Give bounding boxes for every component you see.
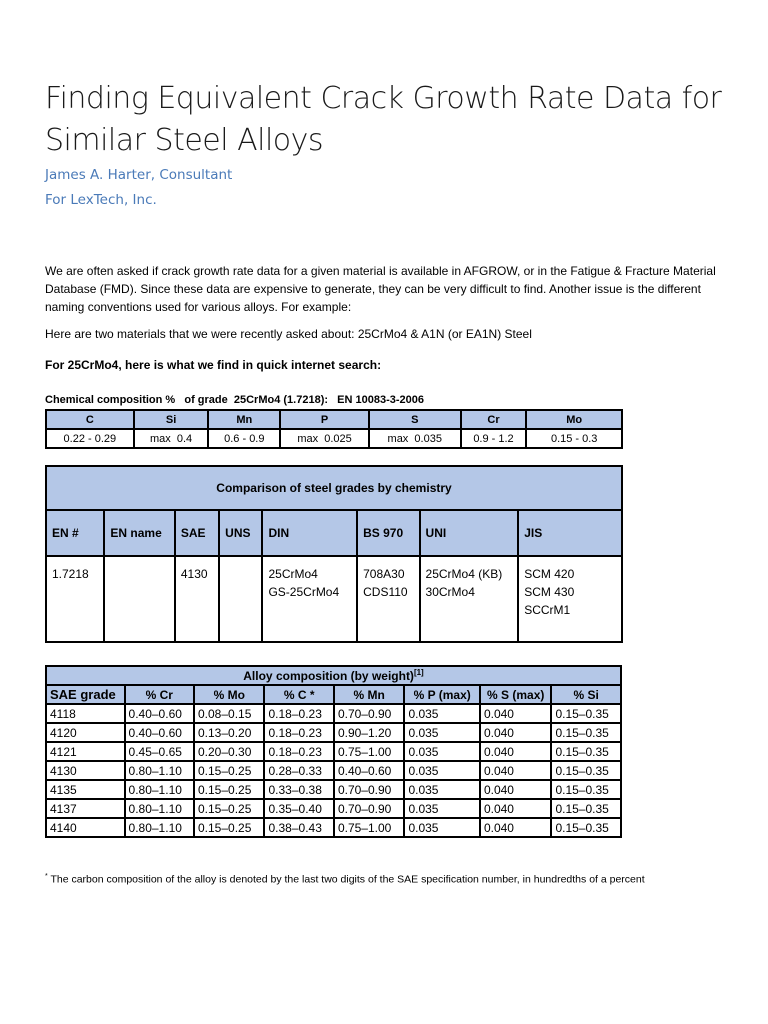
table-cell: 0.035: [404, 799, 480, 818]
table-cell: 0.40–0.60: [334, 761, 404, 780]
table-row: [46, 818, 621, 837]
bs970-grade: 708A30: [363, 567, 405, 581]
table-cell: 0.040: [480, 818, 551, 837]
table-cell: 0.15–0.25: [194, 818, 264, 837]
table-header-row: [46, 410, 622, 429]
intro-paragraph: We are often asked if crack growth rate data for a given material is available in AFGROW, or in the Fatigue & Fracture Material Database (FMD). Since these data are expensive to generate, they can be very difficult to find. Another issue is the different naming conventions used for various alloys. For example:: [45, 264, 716, 314]
table-row: [46, 799, 621, 818]
table-row: [46, 761, 621, 780]
header-cell: BS 970: [357, 510, 419, 556]
table-cell: 0.75–1.00: [334, 818, 404, 837]
chemical-composition-table: [45, 409, 623, 449]
header-cell: Mo: [526, 410, 622, 429]
table-cell: 0.80–1.10: [125, 780, 194, 799]
alloy-caption-text: Alloy composition (by weight): [243, 669, 414, 683]
table-cell: 0.18–0.23: [264, 704, 333, 723]
table-cell: 0.22 - 0.29: [46, 429, 134, 448]
table-cell: 4121: [46, 742, 125, 761]
table-cell: 0.80–1.10: [125, 818, 194, 837]
header-cell: UNI: [420, 510, 519, 556]
table-cell: 0.75–1.00: [334, 742, 404, 761]
header-cell: % Si: [551, 685, 621, 704]
uni-grade: 30CrMo4: [425, 585, 475, 599]
steel-grade-comparison-table: [45, 465, 623, 643]
table-cell: 0.040: [480, 761, 551, 780]
table-cell: 0.040: [480, 780, 551, 799]
table-cell: 0.90–1.20: [334, 723, 404, 742]
header-cell: S: [369, 410, 461, 429]
uni-grade: 25CrMo4 (KB): [425, 567, 503, 581]
table-cell: 0.15–0.25: [194, 761, 264, 780]
table-cell: 0.15–0.25: [194, 799, 264, 818]
uns-cell: [219, 556, 262, 642]
chem-table-caption: Chemical composition % of grade 25CrMo4 (1.7218): EN 10083-3-2006: [45, 394, 425, 406]
table-cell: 0.80–1.10: [125, 761, 194, 780]
header-cell: JIS: [518, 510, 622, 556]
jis-grade: SCM 430: [524, 585, 575, 599]
table-row: [46, 429, 622, 448]
table-cell: 4137: [46, 799, 125, 818]
header-cell: EN name: [104, 510, 174, 556]
alloy-table-caption: [46, 666, 621, 685]
jis-cell: [518, 556, 622, 642]
header-cell: Mn: [208, 410, 280, 429]
sae-cell: 4130: [175, 556, 219, 642]
table-cell: 0.40–0.60: [125, 704, 194, 723]
table-cell: 4118: [46, 704, 125, 723]
alloy-composition-table: [45, 665, 622, 838]
footnote-marker: *: [45, 873, 48, 880]
table-cell: 0.33–0.38: [264, 780, 333, 799]
table-cell: 0.035: [404, 818, 480, 837]
author-name: James A. Harter, Consultant: [45, 167, 233, 183]
header-cell: % C *: [264, 685, 333, 704]
table-cell: 0.40–0.60: [125, 723, 194, 742]
table-cell: 0.15–0.35: [551, 799, 621, 818]
table-cell: 0.15–0.35: [551, 704, 621, 723]
table-cell: 0.035: [404, 761, 480, 780]
header-cell: C: [46, 410, 134, 429]
table-cell: 0.040: [480, 799, 551, 818]
header-cell: Cr: [461, 410, 527, 429]
table-header-row: [46, 685, 621, 704]
table-cell: 0.15–0.35: [551, 761, 621, 780]
table-cell: 0.035: [404, 780, 480, 799]
table-cell: max 0.4: [134, 429, 209, 448]
table-cell: 0.15–0.35: [551, 780, 621, 799]
header-cell: % P (max): [404, 685, 480, 704]
table-cell: 0.035: [404, 723, 480, 742]
table-cell: 0.38–0.43: [264, 818, 333, 837]
din-cell: [262, 556, 357, 642]
table-cell: 0.18–0.23: [264, 723, 333, 742]
header-cell: % S (max): [480, 685, 551, 704]
table-cell: 0.040: [480, 704, 551, 723]
header-cell: DIN: [262, 510, 357, 556]
table-cell: 0.80–1.10: [125, 799, 194, 818]
table-header-row: [46, 510, 622, 556]
table-cell: 0.9 - 1.2: [461, 429, 527, 448]
table-cell: 0.08–0.15: [194, 704, 264, 723]
table-row: [46, 780, 621, 799]
table-cell: 0.20–0.30: [194, 742, 264, 761]
table-cell: 4130: [46, 761, 125, 780]
search-intro-paragraph: For 25CrMo4, here is what we find in quick internet search:: [45, 358, 382, 372]
table-cell: 0.35–0.40: [264, 799, 333, 818]
table-cell: max 0.035: [369, 429, 461, 448]
reference-marker: [1]: [413, 668, 424, 677]
header-cell: % Mo: [194, 685, 264, 704]
en-number-cell: 1.7218: [46, 556, 104, 642]
comparison-table-caption: Comparison of steel grades by chemistry: [46, 466, 622, 510]
table-cell: 0.15 - 0.3: [526, 429, 622, 448]
en-name-cell: [104, 556, 174, 642]
header-cell: % Mn: [334, 685, 404, 704]
table-row: [46, 704, 621, 723]
table-cell: 0.28–0.33: [264, 761, 333, 780]
header-cell: P: [280, 410, 369, 429]
jis-grade: SCCrM1: [524, 603, 571, 617]
table-cell: 0.70–0.90: [334, 799, 404, 818]
author-organization: For LexTech, Inc.: [45, 192, 157, 208]
header-cell: SAE: [175, 510, 219, 556]
table-cell: 4140: [46, 818, 125, 837]
header-cell: % Cr: [125, 685, 194, 704]
table-cell: 0.035: [404, 742, 480, 761]
table-cell: 0.13–0.20: [194, 723, 264, 742]
table-cell: 0.15–0.25: [194, 780, 264, 799]
table-caption-row: [46, 466, 622, 510]
header-cell: EN #: [46, 510, 104, 556]
din-grade: GS-25CrMo4: [268, 585, 340, 599]
table-cell: 4135: [46, 780, 125, 799]
table-cell: 0.45–0.65: [125, 742, 194, 761]
table-cell: 0.040: [480, 723, 551, 742]
table-cell: 0.040: [480, 742, 551, 761]
table-cell: 0.70–0.90: [334, 704, 404, 723]
table-row: [46, 723, 621, 742]
table-cell: 0.6 - 0.9: [208, 429, 280, 448]
carbon-footnote: [45, 873, 745, 886]
header-cell: Si: [134, 410, 209, 429]
alloy-table-body: [46, 704, 621, 837]
table-cell: 0.15–0.35: [551, 723, 621, 742]
table-cell: 0.70–0.90: [334, 780, 404, 799]
table-row: [46, 742, 621, 761]
footnote-text: The carbon composition of the alloy is denoted by the last two digits of the SAE specification number, in hundredths of a percent: [47, 873, 645, 886]
table-cell: 0.18–0.23: [264, 742, 333, 761]
table-cell: 0.15–0.35: [551, 742, 621, 761]
bs970-cell: [357, 556, 419, 642]
table-caption-row: [46, 666, 621, 685]
header-cell: SAE grade: [46, 685, 125, 704]
table-cell: 0.15–0.35: [551, 818, 621, 837]
table-cell: max 0.025: [280, 429, 369, 448]
din-grade: 25CrMo4: [268, 567, 318, 581]
materials-paragraph: Here are two materials that we were recently asked about: 25CrMo4 & A1N (or EA1N) Steel: [45, 327, 532, 341]
document-title: Finding Equivalent Crack Growth Rate Data for Similar Steel Alloys: [45, 81, 722, 158]
jis-grade: SCM 420: [524, 567, 575, 581]
bs970-grade: CDS110: [363, 585, 408, 599]
table-cell: 4120: [46, 723, 125, 742]
uni-cell: [420, 556, 519, 642]
header-cell: UNS: [219, 510, 262, 556]
table-row: [46, 556, 622, 642]
table-cell: 0.035: [404, 704, 480, 723]
